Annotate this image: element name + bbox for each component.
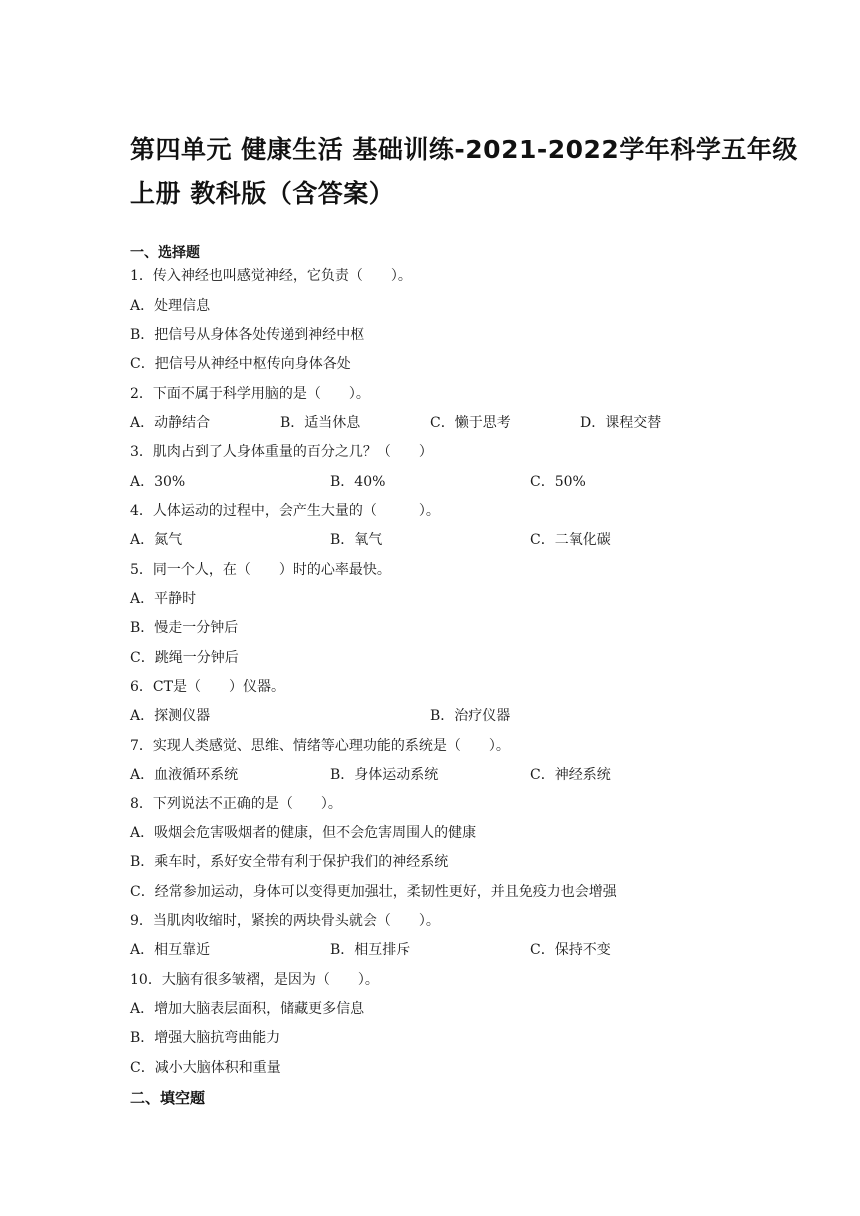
- option: B．增强大脑抗弯曲能力: [130, 1030, 281, 1046]
- option: A．探测仪器: [130, 708, 211, 724]
- document-title: [130, 128, 798, 216]
- option: A．增加大脑表层面积，储藏更多信息: [130, 1001, 365, 1017]
- section-heading-fill: 二、填空题: [130, 1089, 206, 1107]
- option: A．30%: [130, 474, 186, 490]
- option: A．动静结合: [130, 415, 211, 431]
- option: C．二氧化碳: [530, 532, 611, 548]
- option: A．平静时: [130, 591, 197, 607]
- option: C．懒于思考: [430, 415, 511, 431]
- option: B．把信号从身体各处传递到神经中枢: [130, 327, 365, 343]
- option: A．吸烟会危害吸烟者的健康，但不会危害周围人的健康: [130, 825, 477, 841]
- option: C．神经系统: [530, 767, 611, 783]
- option: B．氧气: [330, 532, 383, 548]
- option: B．40%: [330, 474, 386, 490]
- option: A．处理信息: [130, 298, 211, 314]
- option: D．课程交替: [580, 415, 662, 431]
- question-stem: 6．CT是（ ）仪器。: [130, 679, 285, 695]
- question-stem: 1．传入神经也叫感觉神经，它负责（ ）。: [130, 268, 412, 284]
- question-stem: 4．人体运动的过程中，会产生大量的（ ）。: [130, 503, 440, 519]
- option-row: [130, 530, 770, 550]
- question-stem: 7．实现人类感觉、思维、情绪等心理功能的系统是（ ）。: [130, 738, 510, 754]
- section-heading-choice: 一、选择题: [130, 245, 200, 261]
- option: C．50%: [530, 474, 586, 490]
- option: B．适当休息: [280, 415, 361, 431]
- option: C．跳绳一分钟后: [130, 650, 239, 666]
- option: A．相互靠近: [130, 942, 211, 958]
- question-stem: 2．下面不属于科学用脑的是（ ）。: [130, 386, 370, 402]
- option-row: [130, 413, 770, 433]
- option: B．慢走一分钟后: [130, 620, 239, 636]
- question-stem: 8．下列说法不正确的是（ ）。: [130, 796, 342, 812]
- option: B．治疗仪器: [430, 708, 511, 724]
- title-line-2: 上册 教科版（含答案）: [130, 179, 395, 208]
- option-row: [130, 472, 770, 492]
- option: C．把信号从神经中枢传向身体各处: [130, 356, 351, 372]
- option: B．身体运动系统: [330, 767, 439, 783]
- option: C．经常参加运动，身体可以变得更加强壮，柔韧性更好，并且免疫力也会增强: [130, 884, 617, 900]
- option-row: [130, 765, 770, 785]
- option: B．乘车时，系好安全带有利于保护我们的神经系统: [130, 854, 449, 870]
- option: C．保持不变: [530, 942, 611, 958]
- question-stem: 9．当肌肉收缩时，紧挨的两块骨头就会（ ）。: [130, 913, 440, 929]
- question-stem: 3．肌肉占到了人身体重量的百分之几？（ ）: [130, 444, 433, 460]
- option-row: [130, 706, 770, 726]
- option: A．氮气: [130, 532, 183, 548]
- option-row: [130, 940, 770, 960]
- option: B．相互排斥: [330, 942, 411, 958]
- option: C．减小大脑体积和重量: [130, 1060, 281, 1076]
- question-stem: 5．同一个人，在（ ）时的心率最快。: [130, 562, 391, 578]
- question-stem: 10．大脑有很多皱褶，是因为（ ）。: [130, 972, 379, 988]
- title-line-1: 第四单元 健康生活 基础训练-2021-2022学年科学五年级: [130, 135, 798, 164]
- option: A．血液循环系统: [130, 767, 239, 783]
